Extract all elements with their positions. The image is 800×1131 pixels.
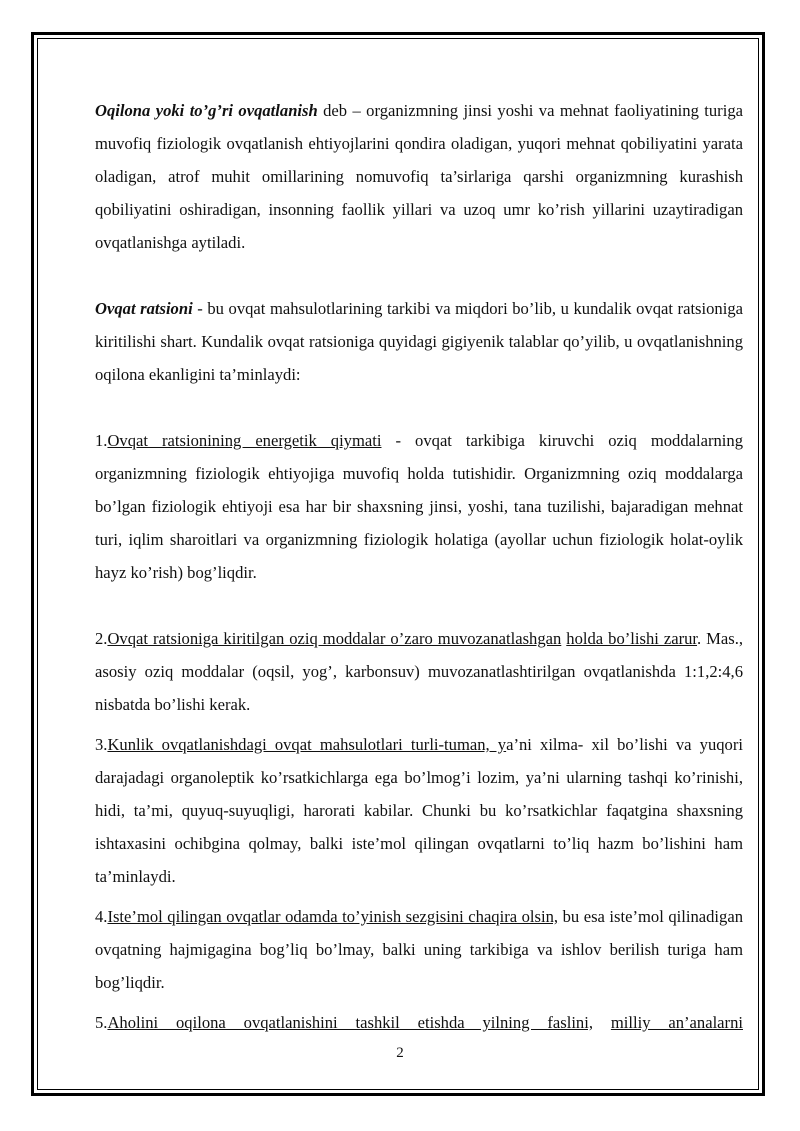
- item-heading-continued: milliy an’analarni: [610, 1013, 743, 1032]
- definition-text: deb – organizmning jinsi yoshi va mehnat faoliyatining turiga muvofiq fiziologik ovqatlanish ehtiyojlarini qondira oladigan, yuqori mehnat qobiliyatini yarata oladigan, atrof muhit omillarining nomuvofiq ta’sirlariga qarshi organizmning kurashish qobiliyatini oshiradigan, insonning faollik yillari va uzoq umr ko’rish yillarini uzaytiradigan ovqatlanishga aytiladi.: [95, 101, 743, 252]
- item-text: bu esa iste’mol qilinadigan ovqatning hajmigagina bog’liq bo’lmay, balki uning tarkibiga va ishlov berilish turiga ham bog’liqdir.: [95, 907, 743, 992]
- document-body: [95, 94, 743, 1039]
- item-heading: Ovqat ratsioniga kiritilgan oziq moddalar o’zaro muvozanatlashgan: [107, 629, 562, 648]
- list-item-1: [95, 424, 743, 589]
- list-item-4: [95, 900, 743, 999]
- item-number: 4.: [95, 907, 108, 926]
- page-number: 2: [396, 1045, 404, 1061]
- item-heading: Iste’mol qilingan ovqatlar odamda to’yinish sezgisini chaqira olsin,: [107, 907, 559, 926]
- item-heading: Aholini oqilona ovqatlanishini tashkil etishda yilning faslini,: [107, 1013, 593, 1032]
- item-heading-continued: holda bo’lishi zarur: [566, 629, 698, 648]
- item-number: 2.: [95, 629, 108, 648]
- ration-text: - bu ovqat mahsulotlarining tarkibi va miqdori bo’lib, u kundalik ovqat ratsioniga kiritilishi shart. Kundalik ovqat ratsioniga quyidagi gigiyenik talablar qo’yilib, u ovqatlanishning oqilona ekanligini ta’minlaydi:: [95, 299, 743, 384]
- term-food-ration: Ovqat ratsioni: [95, 299, 193, 318]
- item-heading: Ovqat ratsionining energetik qiymati: [107, 431, 382, 450]
- list-item-3: [95, 728, 743, 893]
- item-number: 3.: [95, 735, 108, 754]
- item-number: 1.: [95, 431, 108, 450]
- list-item-5: [95, 1006, 743, 1039]
- item-text: a’ni xilma- xil bo’lishi va yuqori darajadagi organoleptik ko’rsatkichlarga ega bo’lmog’i lozim, ya’ni ularning tashqi ko’rinishi, hidi, ta’mi, quyuq-suyuqligi, harorati kabilar. Chunki bu ko’rsatkichlar faqatgina shaxsning ishtaxasini ochibgina qolmay, balki iste’mol qilingan ovqatlarni to’liq hazm bo’lishini ham ta’minlaydi.: [95, 735, 743, 886]
- list-item-2: [95, 622, 743, 721]
- item-number: 5.: [95, 1013, 108, 1032]
- item-text: . Mas., asosiy oziq moddalar (oqsil, yog’, karbonsuv) muvozanatlashtirilgan ovqatlanishda 1:1,2:4,6 nisbatda bo’lishi kerak.: [95, 629, 744, 714]
- item-text: - ovqat tarkibiga kiruvchi oziq moddalarning organizmning fiziologik ehtiyojiga muvofiq holda tutishidir. Organizmning oziq moddalarga bo’lgan fiziologik ehtiyoji esa har bir shaxsning jinsi, yoshi, tana tuzilishi, bajaradigan mehnat turi, iqlim sharoitlari va organizmning fiziologik holatiga (ayollar uchun fiziologik holat-oylik hayz ko’rish) bog’liqdir.: [95, 431, 744, 582]
- paragraph-ration: [95, 292, 743, 391]
- term-rational-nutrition: Oqilona yoki to’g’ri ovqatlanish: [95, 101, 318, 120]
- item-heading: Kunlik ovqatlanishdagi ovqat mahsulotlari turli-tuman, y: [107, 735, 507, 754]
- paragraph-definition: [95, 94, 743, 259]
